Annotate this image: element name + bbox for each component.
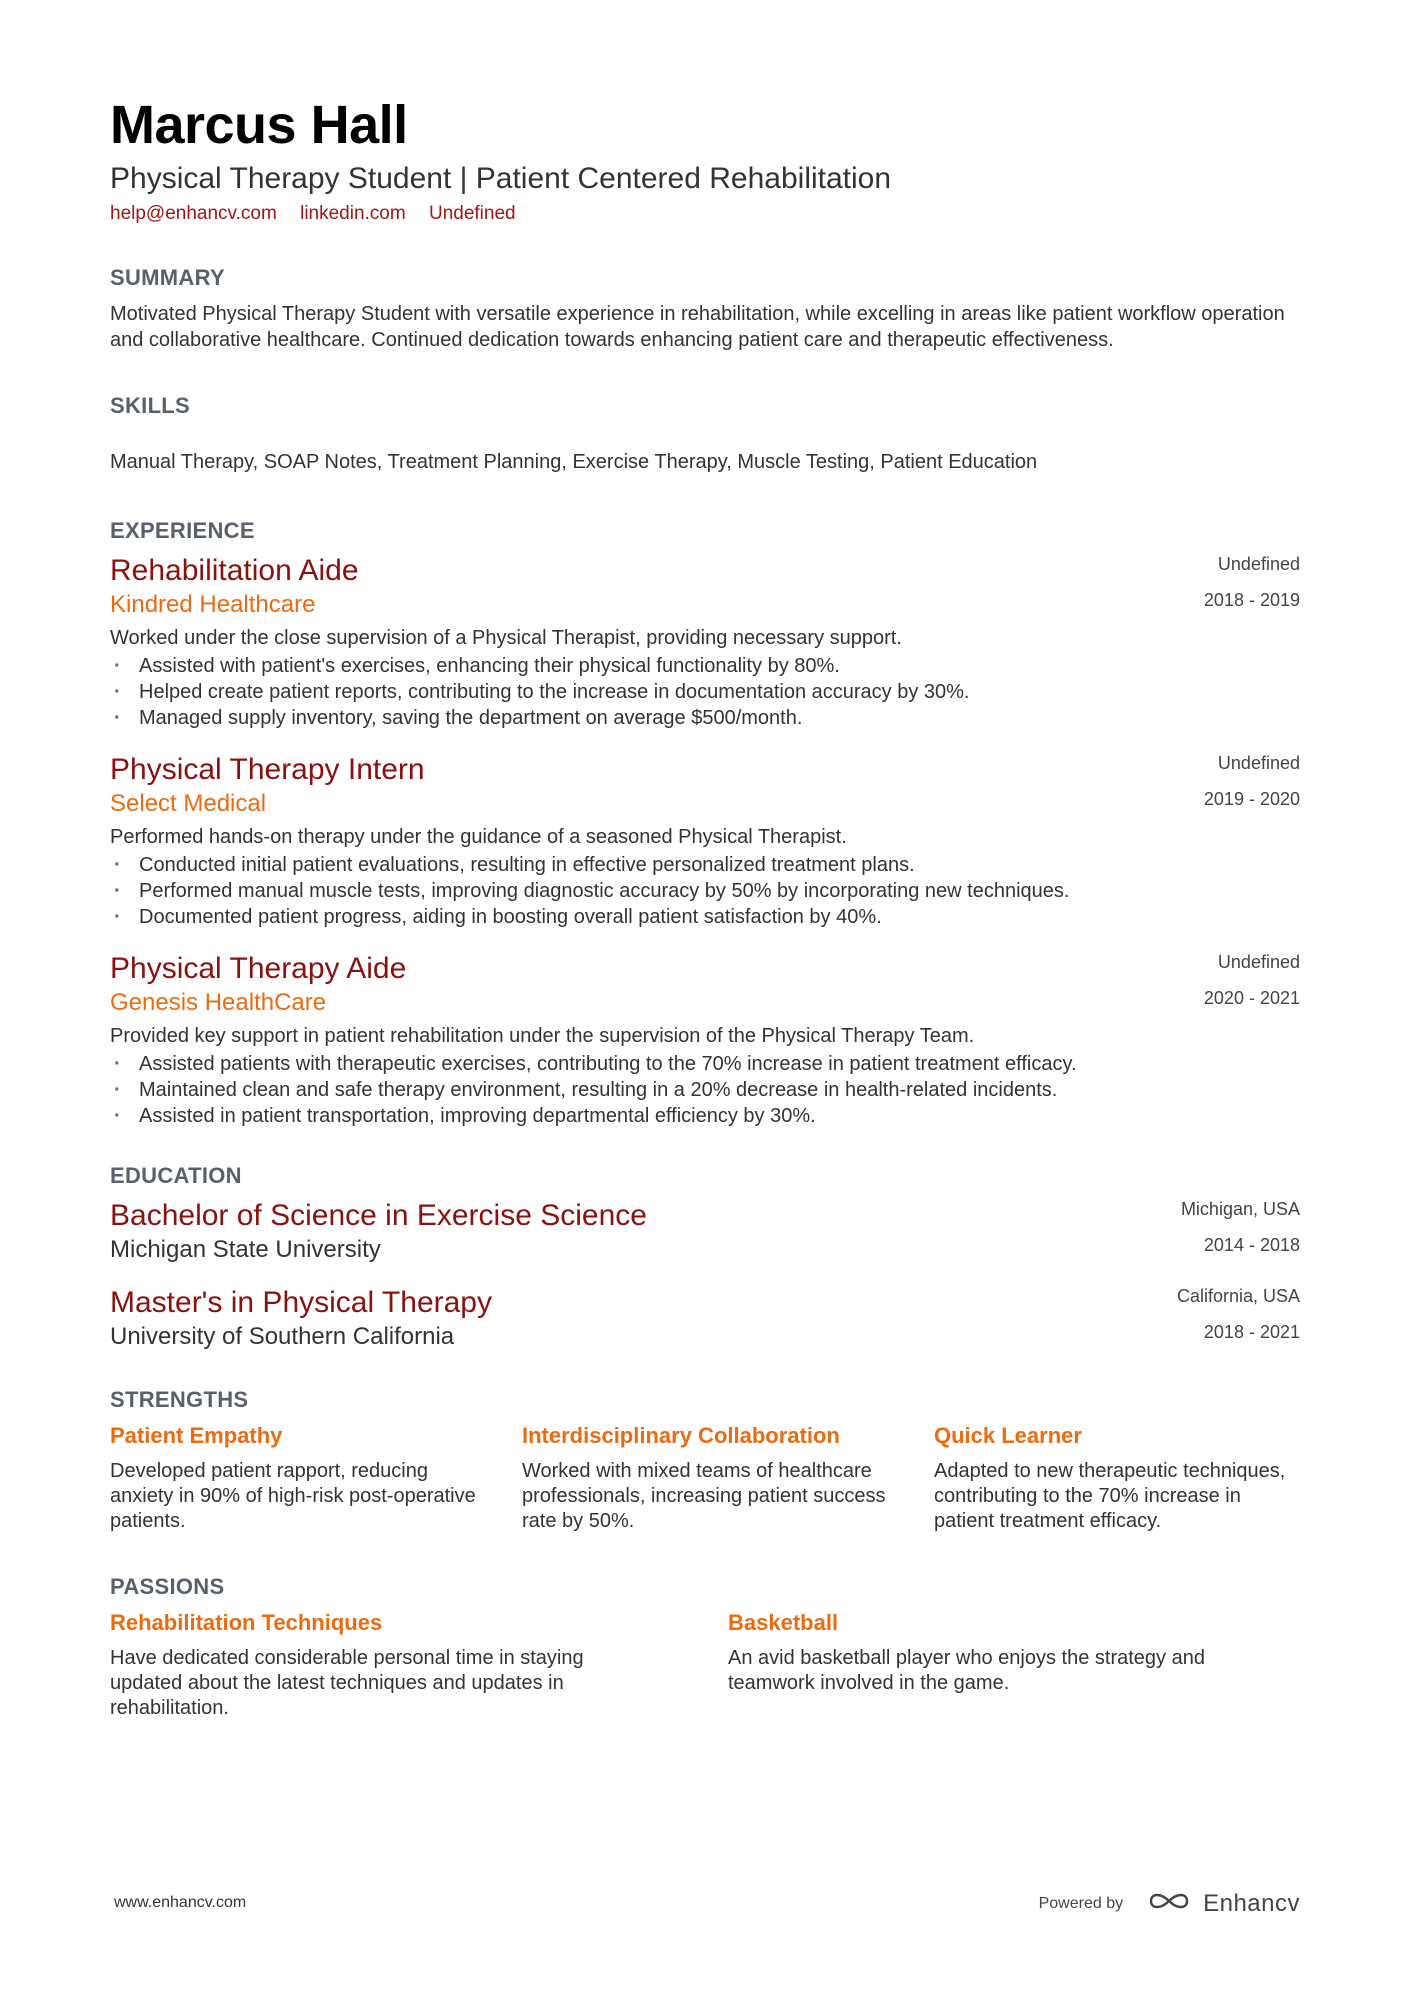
strength-text: Worked with mixed teams of healthcare professionals, increasing patient success rate by 50%. <box>522 1460 886 1533</box>
skills-text: Manual Therapy, SOAP Notes, Treatment Planning, Exercise Therapy, Muscle Testing, Patient Education <box>110 451 1038 474</box>
experience-entry <box>110 554 1300 731</box>
education-entry <box>110 1199 1300 1264</box>
degree-title: Master's in Physical Therapy <box>110 1286 492 1320</box>
passions-grid <box>110 1610 1300 1721</box>
job-description: Worked under the close supervision of a Physical Therapist, providing necessary support. <box>110 627 902 650</box>
education-location: Michigan, USA <box>1180 1199 1300 1220</box>
school-name: Michigan State University <box>110 1236 381 1264</box>
job-bullets <box>110 852 1300 930</box>
section-heading: STRENGTHS <box>110 1387 249 1413</box>
education-dates: 2014 - 2018 <box>1203 1235 1300 1256</box>
job-meta <box>1204 952 1300 1024</box>
passion-title: Basketball <box>728 1610 839 1636</box>
bullet-item: · Maintained clean and safe therapy environment, resulting in a 20% decrease in health-related incidents. <box>110 1077 1300 1103</box>
bullet-item: · Managed supply inventory, saving the department on average $500/month. <box>110 705 1300 731</box>
summary-text: Motivated Physical Therapy Student with versatile experience in rehabilitation, while excelling in areas like patient workflow operation and collaborative healthcare. Continued dedication towards enhancing patient care and therapeutic effectiveness. <box>110 303 1285 352</box>
job-description: Provided key support in patient rehabilitation under the supervision of the Physical Therapy Team. <box>110 1025 975 1048</box>
strength-title: Patient Empathy <box>110 1423 283 1449</box>
powered-by-label: Powered by <box>1038 1894 1124 1912</box>
enhancv-logo-icon <box>1147 1888 1193 1919</box>
brand-name: Enhancv <box>1203 1889 1300 1917</box>
job-role: Rehabilitation Aide <box>110 554 359 588</box>
school-name: University of Southern California <box>110 1323 455 1351</box>
job-description: Performed hands-on therapy under the guidance of a seasoned Physical Therapist. <box>110 826 847 849</box>
job-location: Undefined <box>1217 753 1300 774</box>
bullet-item: · Assisted patients with therapeutic exercises, contributing to the 70% increase in patient treatment efficacy. <box>110 1051 1300 1077</box>
bullet-item: · Helped create patient reports, contributing to the increase in documentation accuracy by 30%. <box>110 679 1300 705</box>
strength-text: Developed patient rapport, reducing anxiety in 90% of high-risk post-operative patients. <box>110 1460 476 1533</box>
education-meta <box>1177 1286 1300 1358</box>
job-role: Physical Therapy Aide <box>110 952 407 986</box>
candidate-name: Marcus Hall <box>110 95 408 155</box>
powered-by <box>1039 1888 1300 1919</box>
strength-item <box>522 1423 888 1534</box>
strength-title: Interdisciplinary Collaboration <box>522 1423 840 1449</box>
education-dates: 2018 - 2021 <box>1203 1322 1300 1343</box>
contact-linkedin[interactable]: linkedin.com <box>300 203 406 225</box>
strength-text: Adapted to new therapeutic techniques, contributing to the 70% increase in patient treatment efficacy. <box>934 1460 1286 1533</box>
section-heading: EXPERIENCE <box>110 518 255 544</box>
experience-section <box>110 518 1300 1129</box>
passion-text: Have dedicated considerable personal time in staying updated about the latest techniques and updates in rehabilitation. <box>110 1647 584 1720</box>
job-location: Undefined <box>1217 554 1300 575</box>
bullet-item: · Conducted initial patient evaluations, resulting in effective personalized treatment plans. <box>110 852 1300 878</box>
passion-item <box>110 1610 644 1721</box>
summary-section <box>110 265 1300 353</box>
section-heading: PASSIONS <box>110 1574 225 1600</box>
bullet-item: · Assisted in patient transportation, improving departmental efficiency by 30%. <box>110 1103 1300 1129</box>
degree-title: Bachelor of Science in Exercise Science <box>110 1199 647 1233</box>
contact-location: Undefined <box>428 203 516 225</box>
section-heading: SUMMARY <box>110 265 225 291</box>
strength-item <box>110 1423 476 1534</box>
job-location: Undefined <box>1217 952 1300 973</box>
job-role: Physical Therapy Intern <box>110 753 425 787</box>
passion-title: Rehabilitation Techniques <box>110 1610 383 1636</box>
experience-entry <box>110 753 1300 930</box>
strengths-section <box>110 1387 1300 1534</box>
bullet-item: · Assisted with patient's exercises, enhancing their physical functionality by 80%. <box>110 653 1300 679</box>
contact-email[interactable]: help@enhancv.com <box>110 203 277 225</box>
passion-text: An avid basketball player who enjoys the strategy and teamwork involved in the game. <box>728 1647 1205 1695</box>
job-company: Genesis HealthCare <box>110 989 327 1017</box>
job-meta <box>1204 554 1300 626</box>
job-dates: 2018 - 2019 <box>1203 590 1300 611</box>
job-company: Kindred Healthcare <box>110 591 316 619</box>
skills-section <box>110 393 1300 474</box>
section-heading: EDUCATION <box>110 1163 242 1189</box>
strength-item <box>934 1423 1300 1534</box>
education-section <box>110 1163 1300 1351</box>
candidate-title: Physical Therapy Student | Patient Centered Rehabilitation <box>110 162 892 196</box>
passion-item <box>728 1610 1262 1721</box>
contact-info <box>110 203 1300 225</box>
footer-website[interactable]: www.enhancv.com <box>114 1894 247 1911</box>
education-entry <box>110 1286 1300 1351</box>
experience-entry <box>110 952 1300 1129</box>
bullet-item: · Documented patient progress, aiding in boosting overall patient satisfaction by 40%. <box>110 904 1300 930</box>
job-dates: 2019 - 2020 <box>1203 789 1300 810</box>
job-bullets <box>110 653 1300 731</box>
strength-title: Quick Learner <box>934 1423 1082 1449</box>
education-location: California, USA <box>1176 1286 1300 1307</box>
job-company: Select Medical <box>110 790 267 818</box>
section-heading: SKILLS <box>110 393 191 419</box>
education-meta <box>1181 1199 1300 1271</box>
job-meta <box>1204 753 1300 825</box>
job-bullets <box>110 1051 1300 1129</box>
strengths-grid <box>110 1423 1300 1534</box>
job-dates: 2020 - 2021 <box>1203 988 1300 1009</box>
passions-section <box>110 1574 1300 1721</box>
bullet-item: · Performed manual muscle tests, improving diagnostic accuracy by 50% by incorporating new techniques. <box>110 878 1300 904</box>
